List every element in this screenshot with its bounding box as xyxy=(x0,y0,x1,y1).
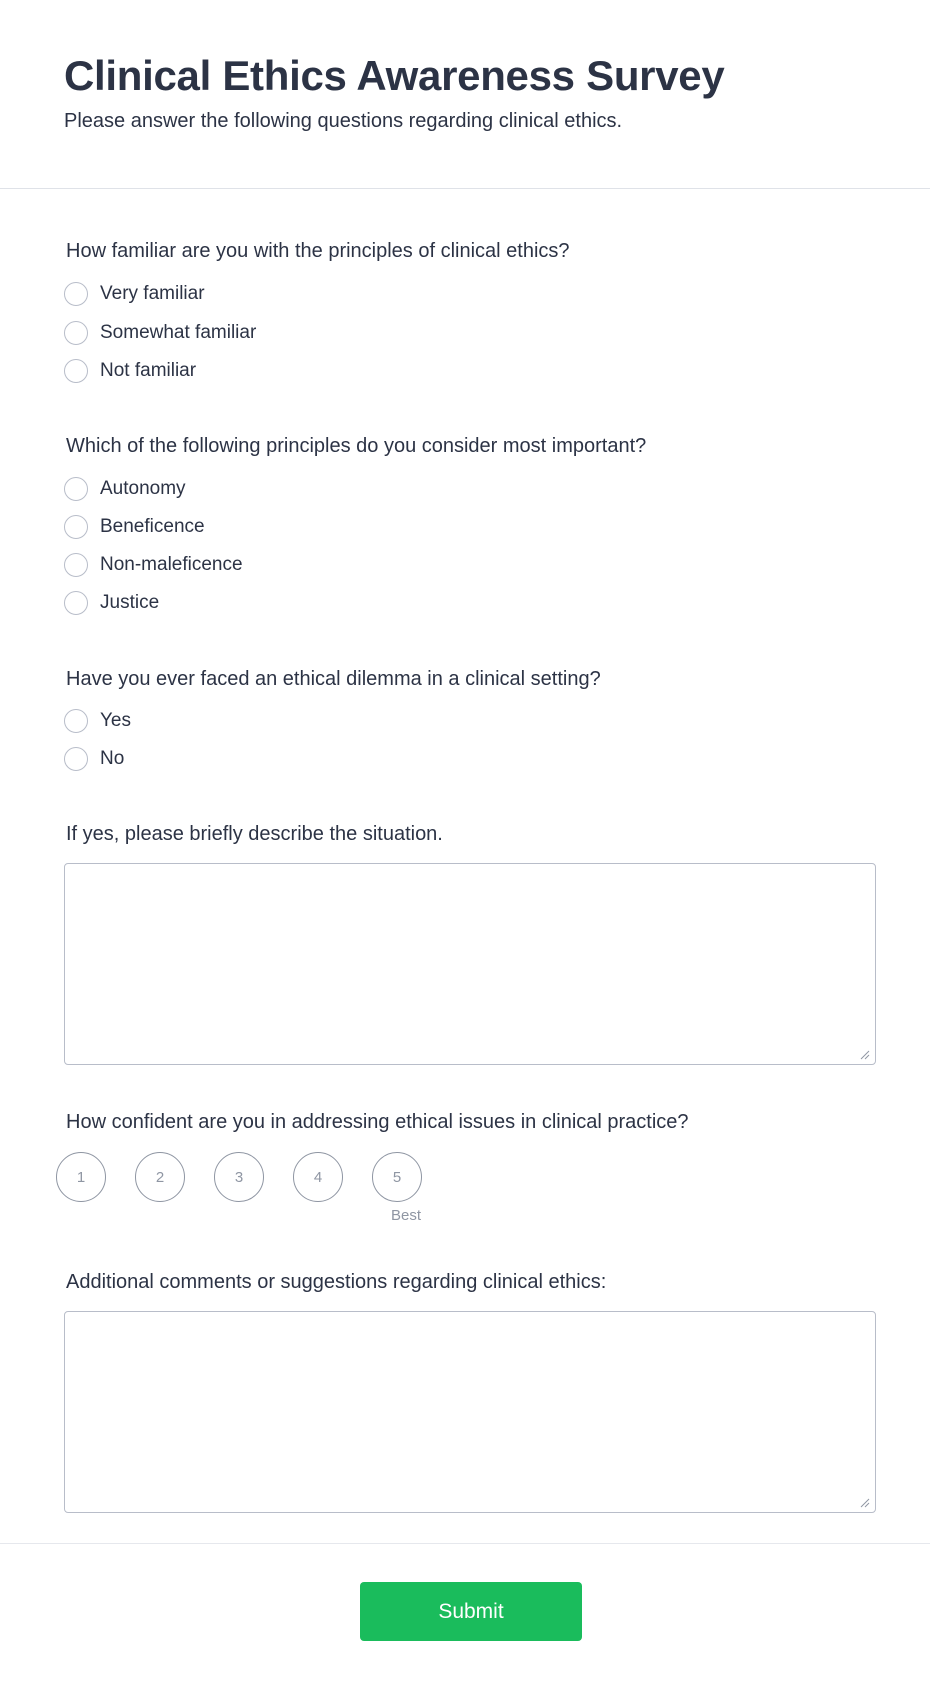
page-title: Clinical Ethics Awareness Survey xyxy=(64,52,725,99)
question-familiarity-label: How familiar are you with the principles of clinical ethics? xyxy=(66,240,570,262)
question-comments-label: Additional comments or suggestions regarding clinical ethics: xyxy=(66,1271,607,1293)
scale-option-5[interactable]: 5 xyxy=(372,1152,422,1202)
scale-option-2[interactable]: 2 xyxy=(135,1152,185,1202)
option-not-familiar[interactable] xyxy=(64,358,196,384)
radio-button[interactable] xyxy=(64,477,88,501)
option-justice[interactable] xyxy=(64,590,159,616)
option-label: Justice xyxy=(100,592,160,613)
radio-button[interactable] xyxy=(64,591,88,615)
scale-best-caption: Best xyxy=(391,1207,422,1224)
scale-option-3[interactable]: 3 xyxy=(214,1152,264,1202)
radio-button[interactable] xyxy=(64,553,88,577)
page-subtitle: Please answer the following questions regarding clinical ethics. xyxy=(64,110,623,132)
option-very-familiar[interactable] xyxy=(64,281,205,307)
option-label: Very familiar xyxy=(100,283,205,304)
option-yes[interactable] xyxy=(64,708,131,734)
radio-button[interactable] xyxy=(64,321,88,345)
option-autonomy[interactable] xyxy=(64,476,186,502)
radio-button[interactable] xyxy=(64,747,88,771)
option-label: Somewhat familiar xyxy=(100,322,257,343)
comments-textarea[interactable] xyxy=(64,1311,876,1513)
option-label: Not familiar xyxy=(100,360,197,381)
question-describe-label: If yes, please briefly describe the situation. xyxy=(66,823,443,845)
question-confidence-label: How confident are you in addressing ethical issues in clinical practice? xyxy=(66,1111,689,1133)
option-label: Yes xyxy=(100,710,131,731)
option-label: No xyxy=(100,748,125,769)
form-header xyxy=(0,0,930,189)
scale-option-1[interactable]: 1 xyxy=(56,1152,106,1202)
option-no[interactable] xyxy=(64,746,124,772)
resize-grip-icon[interactable] xyxy=(860,1498,870,1508)
question-principles-label: Which of the following principles do you consider most important? xyxy=(66,435,647,457)
resize-grip-icon[interactable] xyxy=(860,1050,870,1060)
question-dilemma-label: Have you ever faced an ethical dilemma in a clinical setting? xyxy=(66,668,601,690)
option-label: Autonomy xyxy=(100,478,186,499)
scale-option-4[interactable]: 4 xyxy=(293,1152,343,1202)
radio-button[interactable] xyxy=(64,282,88,306)
radio-button[interactable] xyxy=(64,359,88,383)
form-footer-divider xyxy=(0,1543,930,1544)
radio-button[interactable] xyxy=(64,709,88,733)
option-non-maleficence[interactable] xyxy=(64,552,243,578)
radio-button[interactable] xyxy=(64,515,88,539)
describe-situation-textarea[interactable] xyxy=(64,863,876,1065)
option-label: Non-maleficence xyxy=(100,554,243,575)
option-label: Beneficence xyxy=(100,516,205,537)
option-beneficence[interactable] xyxy=(64,514,205,540)
option-somewhat-familiar[interactable] xyxy=(64,320,256,346)
submit-button[interactable]: Submit xyxy=(360,1582,582,1641)
